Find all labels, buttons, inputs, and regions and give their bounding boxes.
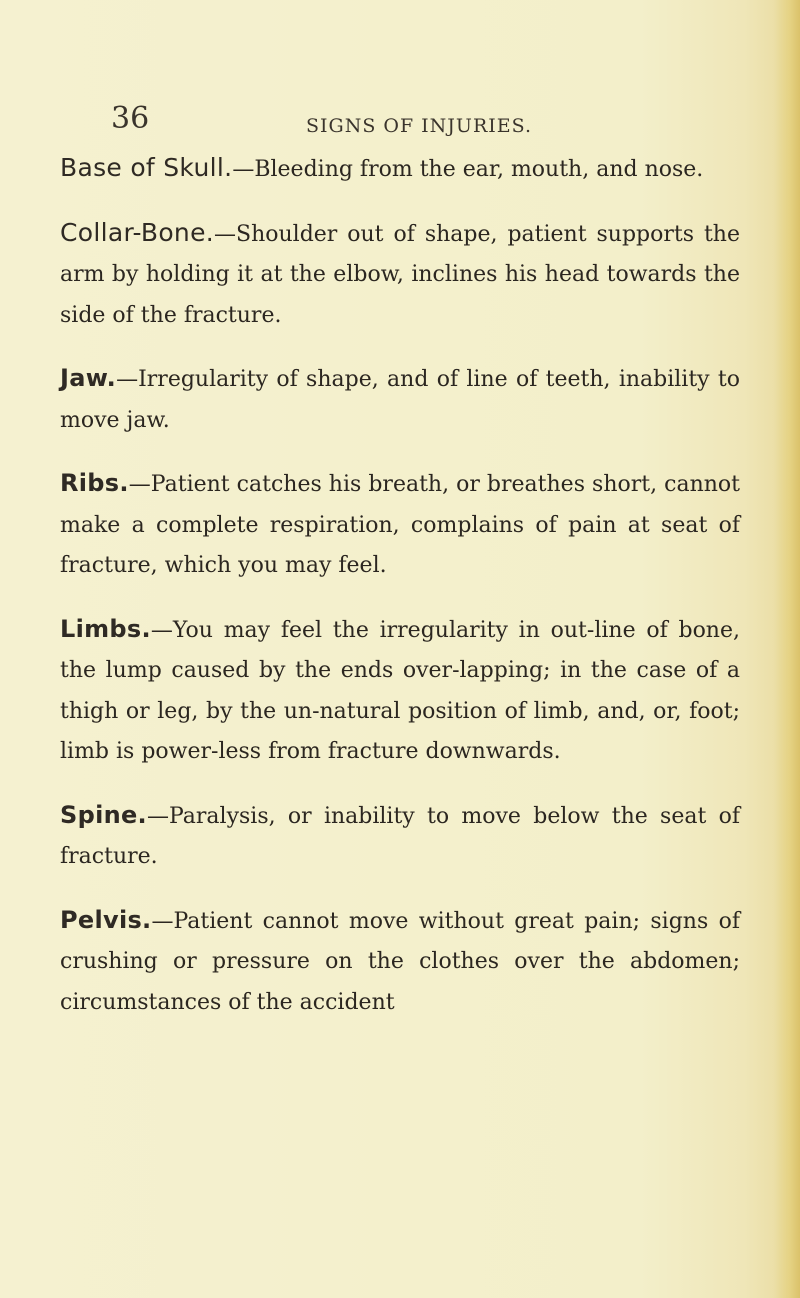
entry-term: Collar-Bone.: [60, 217, 214, 247]
entry-term: Limbs.: [60, 614, 151, 643]
entry-term: Ribs.: [60, 469, 129, 497]
entry-term: Spine.: [60, 800, 147, 829]
page-number: 36: [111, 101, 150, 136]
page-header: [111, 101, 731, 141]
entry-spine: [60, 795, 740, 878]
entry-text: —Patient cannot move without great pain; signs of crushing or pressure on the clothes over the abdomen; circumstances of the accident: [60, 908, 740, 1015]
entry-ribs: [60, 463, 740, 587]
running-head: SIGNS OF INJURIES.: [306, 115, 532, 137]
entry-base-of-skull: [60, 148, 740, 191]
entry-term: Base of Skull.: [60, 153, 233, 182]
entry-text: —Irregularity of shape, and of line of teeth, inability to move jaw.: [60, 367, 740, 433]
entry-text: —Patient catches his breath, or breathes short, cannot make a complete respiration, complains of pain at seat of fracture, which you may feel.: [60, 472, 740, 578]
entry-pelvis: [60, 900, 740, 1024]
entry-limbs: [60, 609, 740, 773]
entry-text: —Paralysis, or inability to move below the seat of fracture.: [60, 803, 740, 869]
page-body: [60, 148, 740, 1045]
page-edge-shading: [774, 0, 800, 1298]
entry-jaw: [60, 358, 740, 441]
entry-text: —Shoulder out of shape, patient supports the arm by holding it at the elbow, inclines his head towards the side of the fracture.: [60, 221, 740, 328]
entry-term: Pelvis.: [60, 905, 152, 934]
entry-text: —You may feel the irregularity in out-line of bone, the lump caused by the ends over-lapping; in the case of a thigh or leg, by the un-natural position of limb, and, or, foot; limb is power-less from fracture downwards.: [60, 617, 740, 764]
entry-text: —Bleeding from the ear, mouth, and nose.: [232, 157, 704, 182]
entry-term: Jaw.: [60, 364, 117, 392]
entry-collar-bone: [60, 213, 740, 337]
